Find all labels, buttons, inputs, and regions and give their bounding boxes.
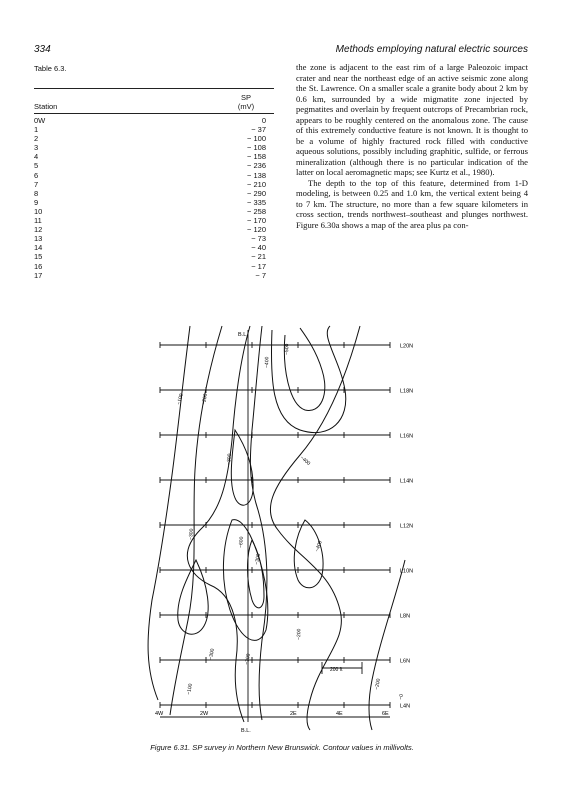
station-cell: 10 (34, 206, 43, 216)
contour-line (248, 540, 265, 608)
survey-line-label: L14N (400, 478, 414, 485)
sp-cell: − 138 (247, 170, 266, 180)
scale-label: 200 ft (330, 667, 343, 673)
paragraph: the zone is adjacent to the east rim of a large Paleozoic impact crater and near the northeast edge of an active seismic zone along the St. Lawrence. On a smaller scale a granite body about 2 km by 0.6 km, surrounded by a wide migmatite zone injected by pegmatites and overlain by frequent outcrops of Precambrian rock, appears to be roughly centered on the anomalous zone. The cause of this extremely conductive feature is not known. It is thought to be a volume of highly fractured rock filled with conductive aqueous solutions, possibly including graphitic, sulfide, or ferrous mineralization (although there is no particular indication of the latter on local aeromagnetic maps; see Kurtz et al., 1980). (296, 62, 528, 177)
contour-line (187, 326, 250, 722)
table-row (34, 161, 274, 170)
station-cell: 2 (34, 134, 39, 144)
sp-cell: − 258 (247, 206, 266, 216)
table-row (34, 125, 274, 134)
contour-line (270, 326, 360, 730)
station-cell: 4 (34, 152, 39, 162)
contour-label: −300 (208, 648, 216, 661)
survey-line-label: L20N (400, 343, 414, 350)
table-row (34, 143, 274, 152)
sp-cell: − 290 (247, 188, 266, 198)
contour-label: −400 (264, 356, 271, 369)
contour-line (231, 430, 253, 505)
contour-label: −300 (188, 528, 195, 541)
contour-label: −500 (284, 343, 291, 356)
survey-line-label: L8N (400, 613, 411, 620)
station-cell: 0W (34, 116, 46, 125)
contour-label: −400 (298, 454, 312, 467)
table-header-rule (34, 113, 274, 114)
baseline-label-top: B.L. (238, 332, 248, 338)
baseline-label-bottom: B.L. (241, 728, 251, 734)
contour-line (148, 326, 190, 700)
station-cell: 11 (34, 216, 42, 226)
sp-cell: − 7 (255, 270, 266, 280)
survey-line-label: L16N (400, 433, 414, 440)
table-row (34, 207, 274, 216)
sp-cell: − 108 (247, 143, 266, 153)
sp-cell: − 210 (247, 179, 266, 189)
sp-cell: − 170 (247, 216, 266, 226)
col-header-sp (226, 93, 266, 111)
sp-cell: − 335 (247, 197, 266, 207)
sp-cell: − 40 (251, 243, 266, 253)
station-cell: 16 (34, 261, 43, 271)
contour-label: −0 (398, 693, 405, 701)
table-row (34, 134, 274, 143)
contour-label: −400 (314, 540, 324, 553)
station-cell: 7 (34, 179, 39, 189)
survey-line-label: L12N (400, 523, 414, 530)
station-label: 4W (155, 711, 164, 717)
station-cell: 9 (34, 197, 39, 207)
station-label: 2E (290, 711, 297, 717)
table-row (34, 216, 274, 225)
table-row (34, 189, 274, 198)
sp-contour-map (0, 320, 564, 740)
body-text (296, 62, 528, 230)
contour-label: −300 (254, 553, 262, 566)
contour-label: −200 (296, 628, 303, 641)
station-cell: 15 (34, 252, 43, 262)
contour-label: −100 (186, 683, 194, 696)
station-label: 4E (336, 711, 343, 717)
figure-caption: Figure 6.31. SP survey in Northern New Brunswick. Contour values in millivolts. (150, 743, 414, 752)
table-row (34, 116, 274, 125)
station-cell: 6 (34, 170, 39, 180)
table-caption: Table 6.3. (34, 64, 67, 73)
table-row (34, 262, 274, 271)
station-cell: 3 (34, 143, 39, 153)
sp-cell: − 37 (251, 125, 266, 135)
contour-label: −200 (374, 678, 382, 691)
sp-cell: − 21 (251, 252, 266, 262)
contour-line (250, 326, 267, 720)
contour-line (223, 520, 267, 641)
table-row (34, 171, 274, 180)
sp-cell: − 100 (247, 134, 266, 144)
sp-cell: − 158 (247, 152, 266, 162)
table-row (34, 225, 274, 234)
table-row (34, 152, 274, 161)
station-cell: 14 (34, 243, 43, 253)
col-header-sp-unit: (mV) (237, 102, 255, 111)
sp-cell: − 120 (247, 225, 266, 235)
table-row (34, 180, 274, 189)
station-cell: 8 (34, 188, 39, 198)
station-label: 6E (382, 711, 389, 717)
station-cell: 1 (34, 125, 39, 135)
table-row (34, 243, 274, 252)
sp-cell: − 236 (247, 161, 266, 171)
station-cell: 5 (34, 161, 39, 171)
station-cell: 17 (34, 270, 43, 280)
page-number: 334 (34, 44, 51, 55)
table-row (34, 198, 274, 207)
running-header (34, 44, 528, 58)
table-body (34, 116, 274, 280)
col-header-station: Station (34, 102, 58, 111)
sp-cell: − 17 (251, 261, 266, 271)
contour-label: −100 (176, 393, 185, 406)
station-label: 2W (200, 711, 209, 717)
station-cell: 13 (34, 234, 43, 244)
table-row (34, 234, 274, 243)
survey-line-label: L6N (400, 658, 411, 665)
contour-label: −600 (238, 536, 245, 549)
contour-line (271, 326, 345, 433)
station-cell: 12 (34, 225, 43, 235)
sp-cell: − 73 (251, 234, 266, 244)
contour-label: −200 (201, 393, 209, 406)
survey-line-label: L18N (400, 388, 414, 395)
paragraph: The depth to the top of this feature, determined from 1-D modeling, is between 0.25 and 1.0 km, the vertical extent being 4 to 7 km. The structure, no more than a few square kilometers in cross section, trends northwest–southeast and plunges northwest. Figure 6.30a shows a map of the area plus ρa con- (296, 177, 528, 230)
contour-label: −300 (244, 653, 252, 666)
survey-line-label: L10N (400, 568, 414, 575)
col-header-sp-name: SP (240, 93, 251, 102)
table-header-row (34, 89, 274, 113)
table-row (34, 252, 274, 261)
sp-cell: 0 (261, 116, 266, 125)
contour-line (284, 328, 324, 411)
contour-label: −300 (226, 453, 233, 466)
running-title: Methods employing natural electric sources (335, 44, 528, 55)
survey-line-label: L4N (400, 703, 411, 710)
contour-line (294, 520, 323, 588)
table-row (34, 271, 274, 280)
sp-table (34, 88, 274, 280)
